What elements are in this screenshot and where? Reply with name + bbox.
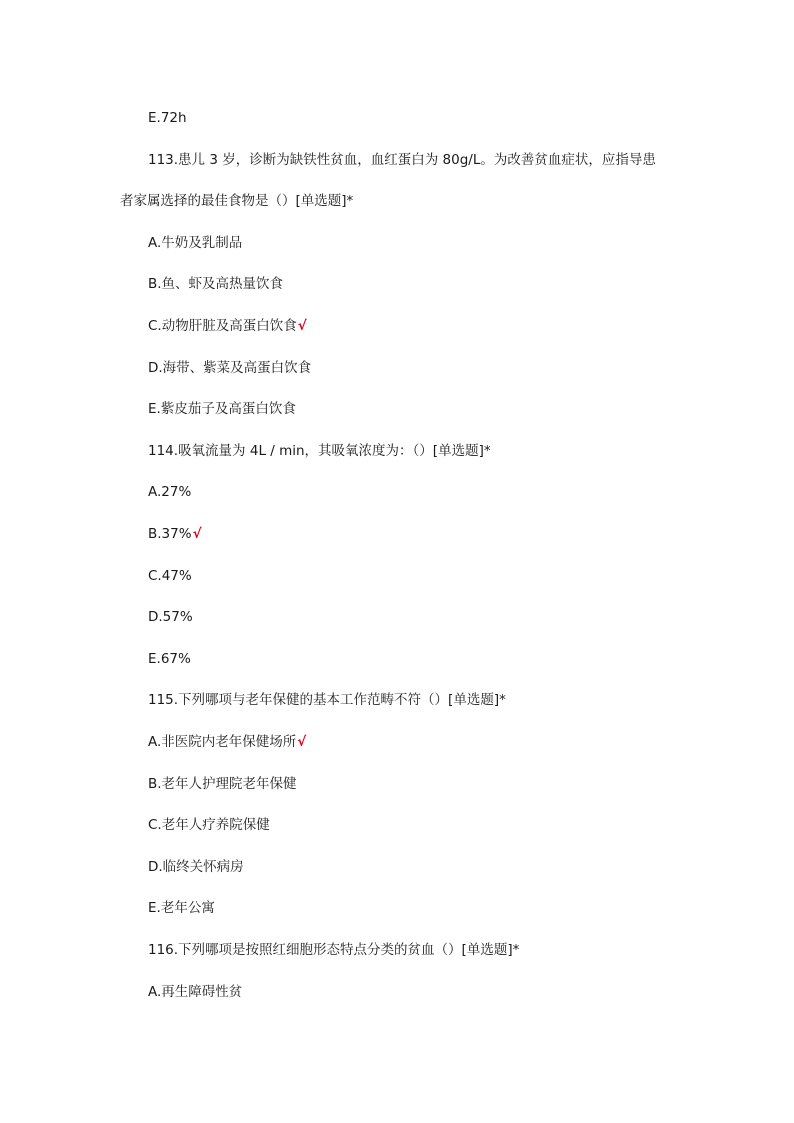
q113-option-c — [148, 317, 307, 335]
q113-stem-line2: 者家属选择的最佳食物是（）[单选题]* — [120, 193, 354, 209]
answer-check-mark: √ — [297, 318, 307, 334]
q116-stem: 116.下列哪项是按照红细胞形态特点分类的贫血（）[单选题]* — [148, 942, 520, 958]
q115-option-b: B.老年人护理院老年保健 — [148, 776, 297, 792]
q114-option-e: E.67% — [148, 651, 191, 667]
q115-stem: 115.下列哪项与老年保健的基本工作范畴不符（）[单选题]* — [148, 692, 506, 708]
q114-option-d: D.57% — [148, 609, 193, 625]
q113-option-a: A.牛奶及乳制品 — [148, 235, 243, 251]
q115-option-e: E.老年公寓 — [148, 900, 215, 916]
q116-option-a: A.再生障碍性贫 — [148, 984, 243, 1000]
q114-stem: 114.吸氧流量为 4L / min，其吸氧浓度为：（）[单选题]* — [148, 443, 491, 459]
option-text: C.动物肝脏及高蛋白饮食 — [148, 318, 297, 334]
q115-option-c: C.老年人疗养院保健 — [148, 817, 270, 833]
option-text: A.非医院内老年保健场所 — [148, 734, 297, 750]
q113-option-e: E.紫皮茄子及高蛋白饮食 — [148, 401, 296, 417]
answer-check-mark: √ — [297, 734, 307, 750]
q115-option-a — [148, 733, 306, 751]
q114-option-a: A.27% — [148, 484, 192, 500]
q114-option-c: C.47% — [148, 568, 192, 584]
answer-check-mark: √ — [192, 526, 202, 542]
option-text: B.37% — [148, 526, 192, 542]
q112-option-e: E.72h — [148, 110, 187, 126]
q113-stem-line1: 113.患儿 3 岁，诊断为缺铁性贫血，血红蛋白为 80g/L。为改善贫血症状，应指导患 — [148, 152, 656, 168]
q115-option-d: D.临终关怀病房 — [148, 859, 244, 875]
q113-option-b: B.鱼、虾及高热量饮食 — [148, 276, 284, 292]
q114-option-b — [148, 525, 202, 543]
q113-option-d: D.海带、紫菜及高蛋白饮食 — [148, 360, 312, 376]
